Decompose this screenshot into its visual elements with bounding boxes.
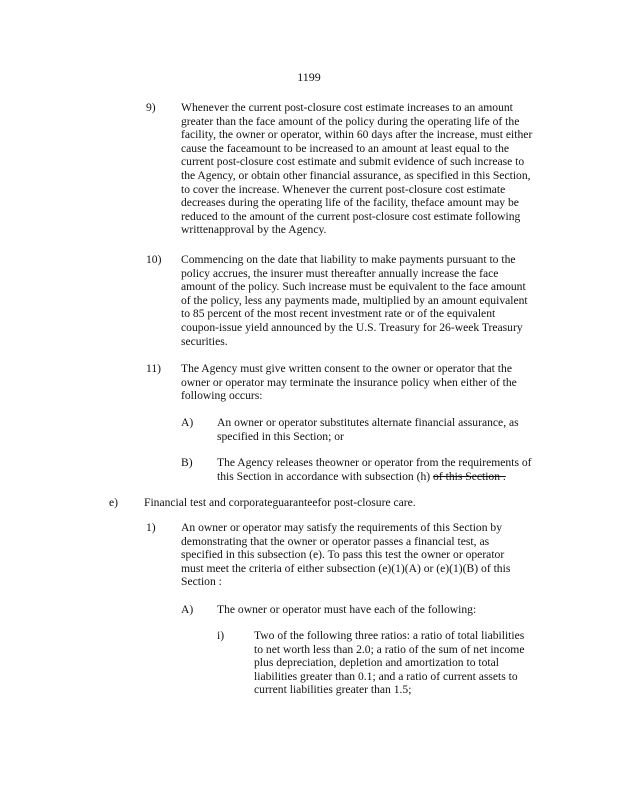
- item-label: e): [109, 496, 119, 509]
- item-label: A): [181, 603, 194, 616]
- item-text: The Agency must give written consent to the owner or operator that the owner or operator may terminate the insurance policy when either of the following occurs:: [181, 362, 517, 403]
- item-label: 1): [146, 521, 156, 534]
- item-label: A): [181, 416, 194, 429]
- item-text: [217, 456, 533, 483]
- item-text-main: The Agency releases theowner or operator from the requirements of this Section in accordance with subsection (h): [217, 456, 532, 483]
- item-text: Two of the following three ratios: a ratio of total liabilities to net worth less than 2.0; a ratio of the sum of net income plus depreciation, depletion and amortization to total liabilities greater than 0.1; and a ratio of current assets to current liabilities greater than 1.5;: [254, 629, 525, 697]
- item-label: i): [217, 629, 225, 642]
- item-text: Whenever the current post-closure cost estimate increases to an amount greater than the face amount of the policy during the operating life of the facility, the owner or operator, within 60 days after the increase, must either cause the faceamount to be increased to an amount at least equal to the current post-closure cost estimate and submit evidence of such increase to the Agency, or obtain other financial assurance, as specified in this Section, to cover the increase. Whenever the current post-closure cost estimate decreases during the operating life of the facility, theface amount may be reduced to the amount of the current post-closure cost estimate following writtenapproval by the Agency.: [181, 101, 533, 237]
- item-label: B): [181, 456, 193, 469]
- item-label: 11): [146, 362, 162, 375]
- item-label: 10): [146, 253, 162, 266]
- item-label: 9): [146, 101, 156, 114]
- item-text: Commencing on the date that liability to make payments pursuant to the policy accrues, the insurer must thereafter annually increase the face amount of the policy. Such increase must be equivalent to the face amount of the policy, less any payments made, multiplied by an amount equivalent to 85 percent of the most recent investment rate or of the equivalent coupon-issue yield announced by the U.S. Treasury for 26-week Treasury securities.: [181, 253, 528, 348]
- item-text: An owner or operator substitutes alternate financial assurance, as specified in this Section; or: [217, 416, 519, 443]
- item-text: An owner or operator may satisfy the requirements of this Section by demonstrating that the owner or operator passes a financial test, as specified in this subsection (e). To pass this test the owner or operator must meet the criteria of either subsection (e)(1)(A) or (e)(1)(B) of this Section :: [181, 521, 511, 589]
- struck-text: of this Section .: [433, 469, 506, 483]
- item-text: The owner or operator must have each of the following:: [217, 603, 477, 616]
- item-text: Financial test and corporateguaranteefor post-closure care.: [144, 496, 416, 509]
- page-number: 1199: [297, 70, 321, 84]
